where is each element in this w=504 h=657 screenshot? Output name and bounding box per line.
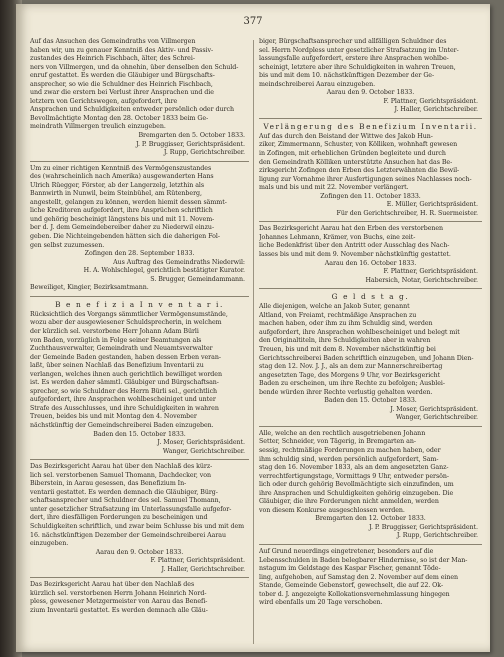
text-line: bende würden ihrer Rechte verlustig gehalten werden. xyxy=(259,388,433,396)
text-line: Auf Grund neuerdings eingetretener, besonders auf die xyxy=(259,547,434,555)
signature-line: J. P. Bruggisser, Gerichtspräsident. xyxy=(136,140,245,148)
section-heading: B e n e f i z i a I n v e n t a r i. xyxy=(55,299,224,309)
text-line: ling, aufgehoben, auf Samstag den 2. November auf dem einen xyxy=(259,573,459,581)
section-separator xyxy=(30,296,249,297)
text-line: Zofingen den 11. October 1833. xyxy=(320,192,421,200)
text-line: machen haben, oder ihm zu ihm Schuldig sind, werden xyxy=(259,320,433,328)
text-line: scheinigt, letztere aber ihre Schuldigkeiten in wahren Treuen, xyxy=(259,63,456,71)
text-line: nächstkünftig der Gemeindschreiberei Baden einzugeben. xyxy=(30,421,214,429)
text-line: Setter, Schneider, von Tägerig, in Bremgarten an- xyxy=(259,438,416,446)
text-line: tober d. J. angezeigte Kollokationsvernehmlassung hingegen xyxy=(259,590,450,598)
text-line: ihre Ansprachen und Schuldigkeiten gehörig einzugeben. Die xyxy=(259,489,454,497)
text-line: lich sel. verstorbenen Samuel Thomann, Dachdecker, von xyxy=(30,471,211,479)
signature-line: Aus Auftrag des Gemeindraths Niederwil: xyxy=(113,258,245,266)
signature-line: Bremgarten den 5. October 1833. xyxy=(138,132,245,140)
text-line: einzugeben. xyxy=(30,540,69,548)
text-line: Das Bezirksgericht Aarau hat über den Nachlaß des kürz- xyxy=(30,463,213,471)
text-line: stag den 12. Nov. J. J., als an dem zur Mannerschreibertag xyxy=(259,363,443,371)
text-line: geben. Die Nichteingebenden hätten sich die daherigen Fol- xyxy=(30,233,220,241)
signature-line: J. Moser, Gerichtspräsident. xyxy=(390,405,478,413)
text-line: Auf das durch den Beistand der Wittwe des Jakob Hun- xyxy=(259,132,433,140)
text-line: Strafe des Ausschlusses, und ihre Schuldigkeiten in wahren xyxy=(30,404,219,412)
document-page xyxy=(16,4,490,652)
text-line: der kürzlich sel. verstorbene Herr Johann Adam Bürli xyxy=(30,327,199,335)
text-line: ziker, Zimmermann, Schuster, von Kölliken, wohnhaft gewesen xyxy=(259,141,458,149)
section-heading: Verlängerung des Benefizium Inventarii. xyxy=(263,121,478,131)
text-line: sel. Herrn Nordpless unter gesetzlicher Strafsatzung im Unter- xyxy=(259,46,459,54)
text-line: Um zu einer richtigen Kenntniß des Vermögenszustandes xyxy=(30,164,212,172)
section-separator xyxy=(259,221,482,222)
text-line: in Zofingen, mit erheblichen Gründen begleitete und durch xyxy=(259,150,446,158)
text-line: Beweiliget, Kingier, Bezirksamtmann. xyxy=(30,284,149,292)
text-line: biger, Bürgschaftsansprecher und allfälligen Schuldner des xyxy=(259,38,447,45)
text-line: ners von Villmergen, und da ohnehin, über denselben den Schuld- xyxy=(30,63,239,71)
text-line: Johannes Lehmann, Krämer, von Buchs, eine zeit- xyxy=(259,233,416,241)
text-line: haben wir, um zu genauer Kenntniß des Aktiv- und Passiv- xyxy=(30,46,214,54)
text-line: Bevollmächtigte Montag den 28. October 1833 beim Ge- xyxy=(30,114,209,122)
section-separator xyxy=(30,459,249,460)
text-line: lich oder durch gehörig Bevollmächtigte sich einzufinden, um xyxy=(259,481,454,489)
text-line: dert, ihre diesfälligen Forderungen zu bescheinigen und xyxy=(30,514,208,522)
text-line: pless, gewesener Metzgermeister von Aarau das Benefi- xyxy=(30,598,208,606)
text-line: aufgefordert, ihre Ansprachen wohlbescheiniget und unter xyxy=(30,396,216,404)
section-separator xyxy=(259,544,482,545)
text-line: und zwar die erstern bei Verlust ihrer Ansprachen und die xyxy=(30,89,214,97)
section-separator xyxy=(259,426,482,427)
text-line: Auf das Ansuchen des Gemeindraths von Villmergen xyxy=(30,38,196,45)
signature-line: J. Haller, Gerichtschreiber. xyxy=(161,565,245,573)
text-line: ist. Es werden daher sämmtl. Gläubiger und Bürgschaftsan- xyxy=(30,379,219,387)
signature-line: J. Moser, Gerichtspräsident. xyxy=(157,439,245,447)
text-line: aufgefordert, ihre Ansprachen wohlbescheiniget und belegt mit xyxy=(259,328,460,336)
text-line: des (wahrscheinlich nach Amerika) ausgewanderten Hans xyxy=(30,173,214,181)
text-line: Bremgarten den 12. October 1833. xyxy=(315,515,426,523)
text-line: schaftsansprecher und Schuldner des sel. Samuel Thomann, xyxy=(30,497,221,505)
text-line: unter gesetzlicher Strafsatzung im Unterlassungsfalle aufgefor- xyxy=(30,505,232,513)
text-line: Gerichtsschreiberei Baden schriftlich einzugeben, und Johann Dien- xyxy=(259,354,474,362)
text-line: Rücksichtlich des Vorgangs sämmtlicher Vermögensumstände, xyxy=(30,310,228,318)
text-line: zustandes des Heinrich Fischbach, älter, des Schrei- xyxy=(30,55,195,63)
text-line: sessig, rechtmäßige Forderungen zu machen haben, oder xyxy=(259,446,441,454)
text-line: verlangen, welches ihnen auch gerichtlich bewilliget worden xyxy=(30,370,222,378)
text-line: Ansprachen und Schuldigkeiten entweder persönlich oder durch xyxy=(30,106,234,114)
signature-line: F. Plattner, Gerichtspräsident. xyxy=(150,557,245,565)
text-line: angesetzten Tage, des Morgens 9 Uhr, vor Bezirksgericht xyxy=(259,371,441,379)
signature-line: F. Plattner, Gerichtspräsident. xyxy=(383,97,478,105)
text-line: liche Kreditoren aufgefordert, ihre Ansprüchen schriftlich xyxy=(30,207,213,215)
text-line: Baden den 15. October 1833. xyxy=(324,397,417,405)
text-line: bis und mit dem 10. nächstkünftigen Dezember der Ge- xyxy=(259,72,435,80)
text-line: und gehörig bescheinigt längstens bis und mit 11. Novem- xyxy=(30,215,215,223)
text-line: liche Bedenkfrist über den Antritt oder Ausschlag des Nach- xyxy=(259,242,450,250)
text-line: enruf gestattet. Es werden die Gläubiger und Bürgschafts- xyxy=(30,72,215,80)
text-line: wozu aber der ausgewiesener Schuldsprecherin, in welchem xyxy=(30,319,222,327)
text-line: lassungsfalle aufgefordert, erstere ihre Ansprachen wohlbe- xyxy=(259,55,449,63)
text-line: Treuen, beides bis und mit Montag den 4. November xyxy=(30,413,197,421)
text-line: von Baden, vorzüglich in Folge seiner Beamtungen als xyxy=(30,336,202,344)
signature-line: E. Müller, Gerichtspräsident. xyxy=(386,201,478,209)
text-line: Bannwirth in Nunwil, beim Steinbühel, am Rütenberg, xyxy=(30,190,202,198)
text-line: laßt, über seinen Nachlaß das Benefizium Inventarii zu xyxy=(30,362,204,370)
text-line: Ältland, von Freiamt, rechtmäßige Ansprachen zu xyxy=(259,311,417,319)
signature-line: F. Plattner, Gerichtspräsident. xyxy=(383,268,478,276)
text-line: ber d. J. dem Gemeindebereiber daher zu Niederwil einzu- xyxy=(30,224,215,232)
text-line: 16. nächstkünftigen Dezember der Gemeindschreiberei Aarau xyxy=(30,531,227,539)
signature-line: Für den Gerichtschreiber, H. R. Suermeister. xyxy=(336,209,478,217)
text-line: kürzlich sel. verstorbenen Herrn Johann Heinrich Nord- xyxy=(30,589,207,597)
text-line: mals und bis und mit 22. November verlängert. xyxy=(259,184,409,192)
text-line: den Gemeindrath Kölliken unterstützte Ansuchen hat das Be- xyxy=(259,158,453,166)
section-separator xyxy=(30,577,249,578)
text-line: Alle diejenigen, welche an Jakob Suter, genannt xyxy=(259,303,410,311)
text-line: ihm schuldig sind, werden persönlich aufgefordert, Sam- xyxy=(259,455,439,463)
text-line: zirksgericht Zofingen den Erben des Letzterwähnten die Bewil- xyxy=(259,167,460,175)
text-line: gen selbst zuzumessen. xyxy=(30,241,105,249)
signature-line: J. Rupp, Gerichtschreiber. xyxy=(163,149,245,157)
text-line: Zuchthausverwalter, Gemeindrath und Neuamtsverwalter xyxy=(30,345,213,353)
text-line: wird ebenfalls um 20 Tage verschoben. xyxy=(259,599,383,607)
text-line: von diesem Konkurse ausgeschlossen werden. xyxy=(259,506,405,514)
section-separator xyxy=(259,118,482,119)
right-column xyxy=(259,38,482,646)
text-line: Alle, welche an den rechtlich ausgetriebenen Johann xyxy=(259,429,426,437)
signature-line: J. Rupp, Gerichtschreiber. xyxy=(396,532,478,540)
text-line: Das Bezirksgericht Aarau hat den Erben des verstorbenen xyxy=(259,225,444,233)
section-separator xyxy=(30,161,249,162)
signature-line: Wanger, Gerichtschreiber. xyxy=(395,414,478,422)
page-number: 377 xyxy=(243,16,263,27)
text-line: Biberstein, in Aarau gesessen, das Benefizium In- xyxy=(30,480,187,488)
text-line: nstagum im Geldstage des Kaspar Fischer, genannt Töde- xyxy=(259,565,441,573)
signature-line: Habersich, Notar, Gerichtschreiber. xyxy=(365,276,478,284)
text-line: meindschreiberei Aarau einzugeben. xyxy=(259,80,376,88)
text-line: Baden zu erscheinen, um ihre Rechte zu befolgen; Ausblei- xyxy=(259,380,445,388)
signature-line: Wanger, Gerichtschreiber. xyxy=(162,447,245,455)
text-line: Baden den 15. October 1833. xyxy=(93,430,186,438)
text-line: ansprecher, so wie die Schuldner des Heinrich Fischbach, xyxy=(30,80,213,88)
signature-line: J. P. Bruggisser, Gerichtspräsident. xyxy=(369,523,478,531)
column-divider xyxy=(253,40,254,644)
text-line: Schuldigkeiten schriftlich, und zwar beim Schlusse bis und mit dem xyxy=(30,522,245,530)
text-line: stag den 16. November 1833, als an dem angesetzten Ganz- xyxy=(259,464,449,472)
text-line: Aarau den 9. October 1833. xyxy=(326,89,415,97)
text-line: Ulrich Rüegger, Förster, ab der Langerzelg, letzthin als xyxy=(30,181,205,189)
section-heading: G e l d s t a g. xyxy=(331,292,410,302)
text-line: den Originaltiteln, ihre Schuldigkeiten aber in wahren xyxy=(259,337,431,345)
signature-line: S. Brugger, Gemeindammann. xyxy=(150,275,245,283)
signature-line: H. A. Wohlschlegel, gerichtlich bestätigter Kurator. xyxy=(83,267,245,275)
text-line: angestellt, gelangen zu können, werden hiemit dessen sämmt- xyxy=(30,198,227,206)
text-line: Das Bezirksgericht Aarau hat über den Nachlaß des xyxy=(30,581,195,589)
text-line: ventarii gestattet. Es werden demnach die Gläubiger, Bürg- xyxy=(30,488,218,496)
left-column xyxy=(30,38,249,646)
text-line: Aarau den 16. October 1833. xyxy=(324,259,417,267)
text-line: lasses bis und mit dem 9. November nächstkünftig gestattet. xyxy=(259,251,451,259)
text-line: zium Inventarii gestattet. Es werden demnach alle Gläu- xyxy=(30,606,208,614)
text-line: verrechtfertigungstage, Vormittags 9 Uhr, entweder persön- xyxy=(259,472,450,480)
text-line: Lebensschulden in Baden belegbarer Hindernisse, so ist der Man- xyxy=(259,556,468,564)
signature-line: J. Haller, Gerichtschreiber. xyxy=(394,106,478,114)
text-line: sprecher, so wie Schuldner des Herrn Bürli sel., gerichtlich xyxy=(30,387,218,395)
text-line: ligung zur Vornahme ihrer Ausfertigungen seines Nachlasses noch- xyxy=(259,175,472,183)
text-line: der Gemeinde Baden gestanden, haben dessen Erben veran- xyxy=(30,353,221,361)
text-line: Gläubiger, die ihre Forderungen nicht anmelden, werden xyxy=(259,498,439,506)
text-line: Treuen, bis und mit dem 8. November nächstkünftig bei xyxy=(259,345,436,353)
text-line: letztern von Gerichtswegen, aufgefordert, ihre xyxy=(30,97,178,105)
text-line: meindrath Villmergen treulich einzugeben. xyxy=(30,123,166,131)
text-line: Aarau den 9. October 1833. xyxy=(95,548,184,556)
text-line: Stande, Gemeinde Gebenstorf, gewechselt, die auf 22. Ok- xyxy=(259,582,444,590)
section-separator xyxy=(259,288,482,289)
text-line: Zofingen den 28. September 1833. xyxy=(84,250,195,258)
